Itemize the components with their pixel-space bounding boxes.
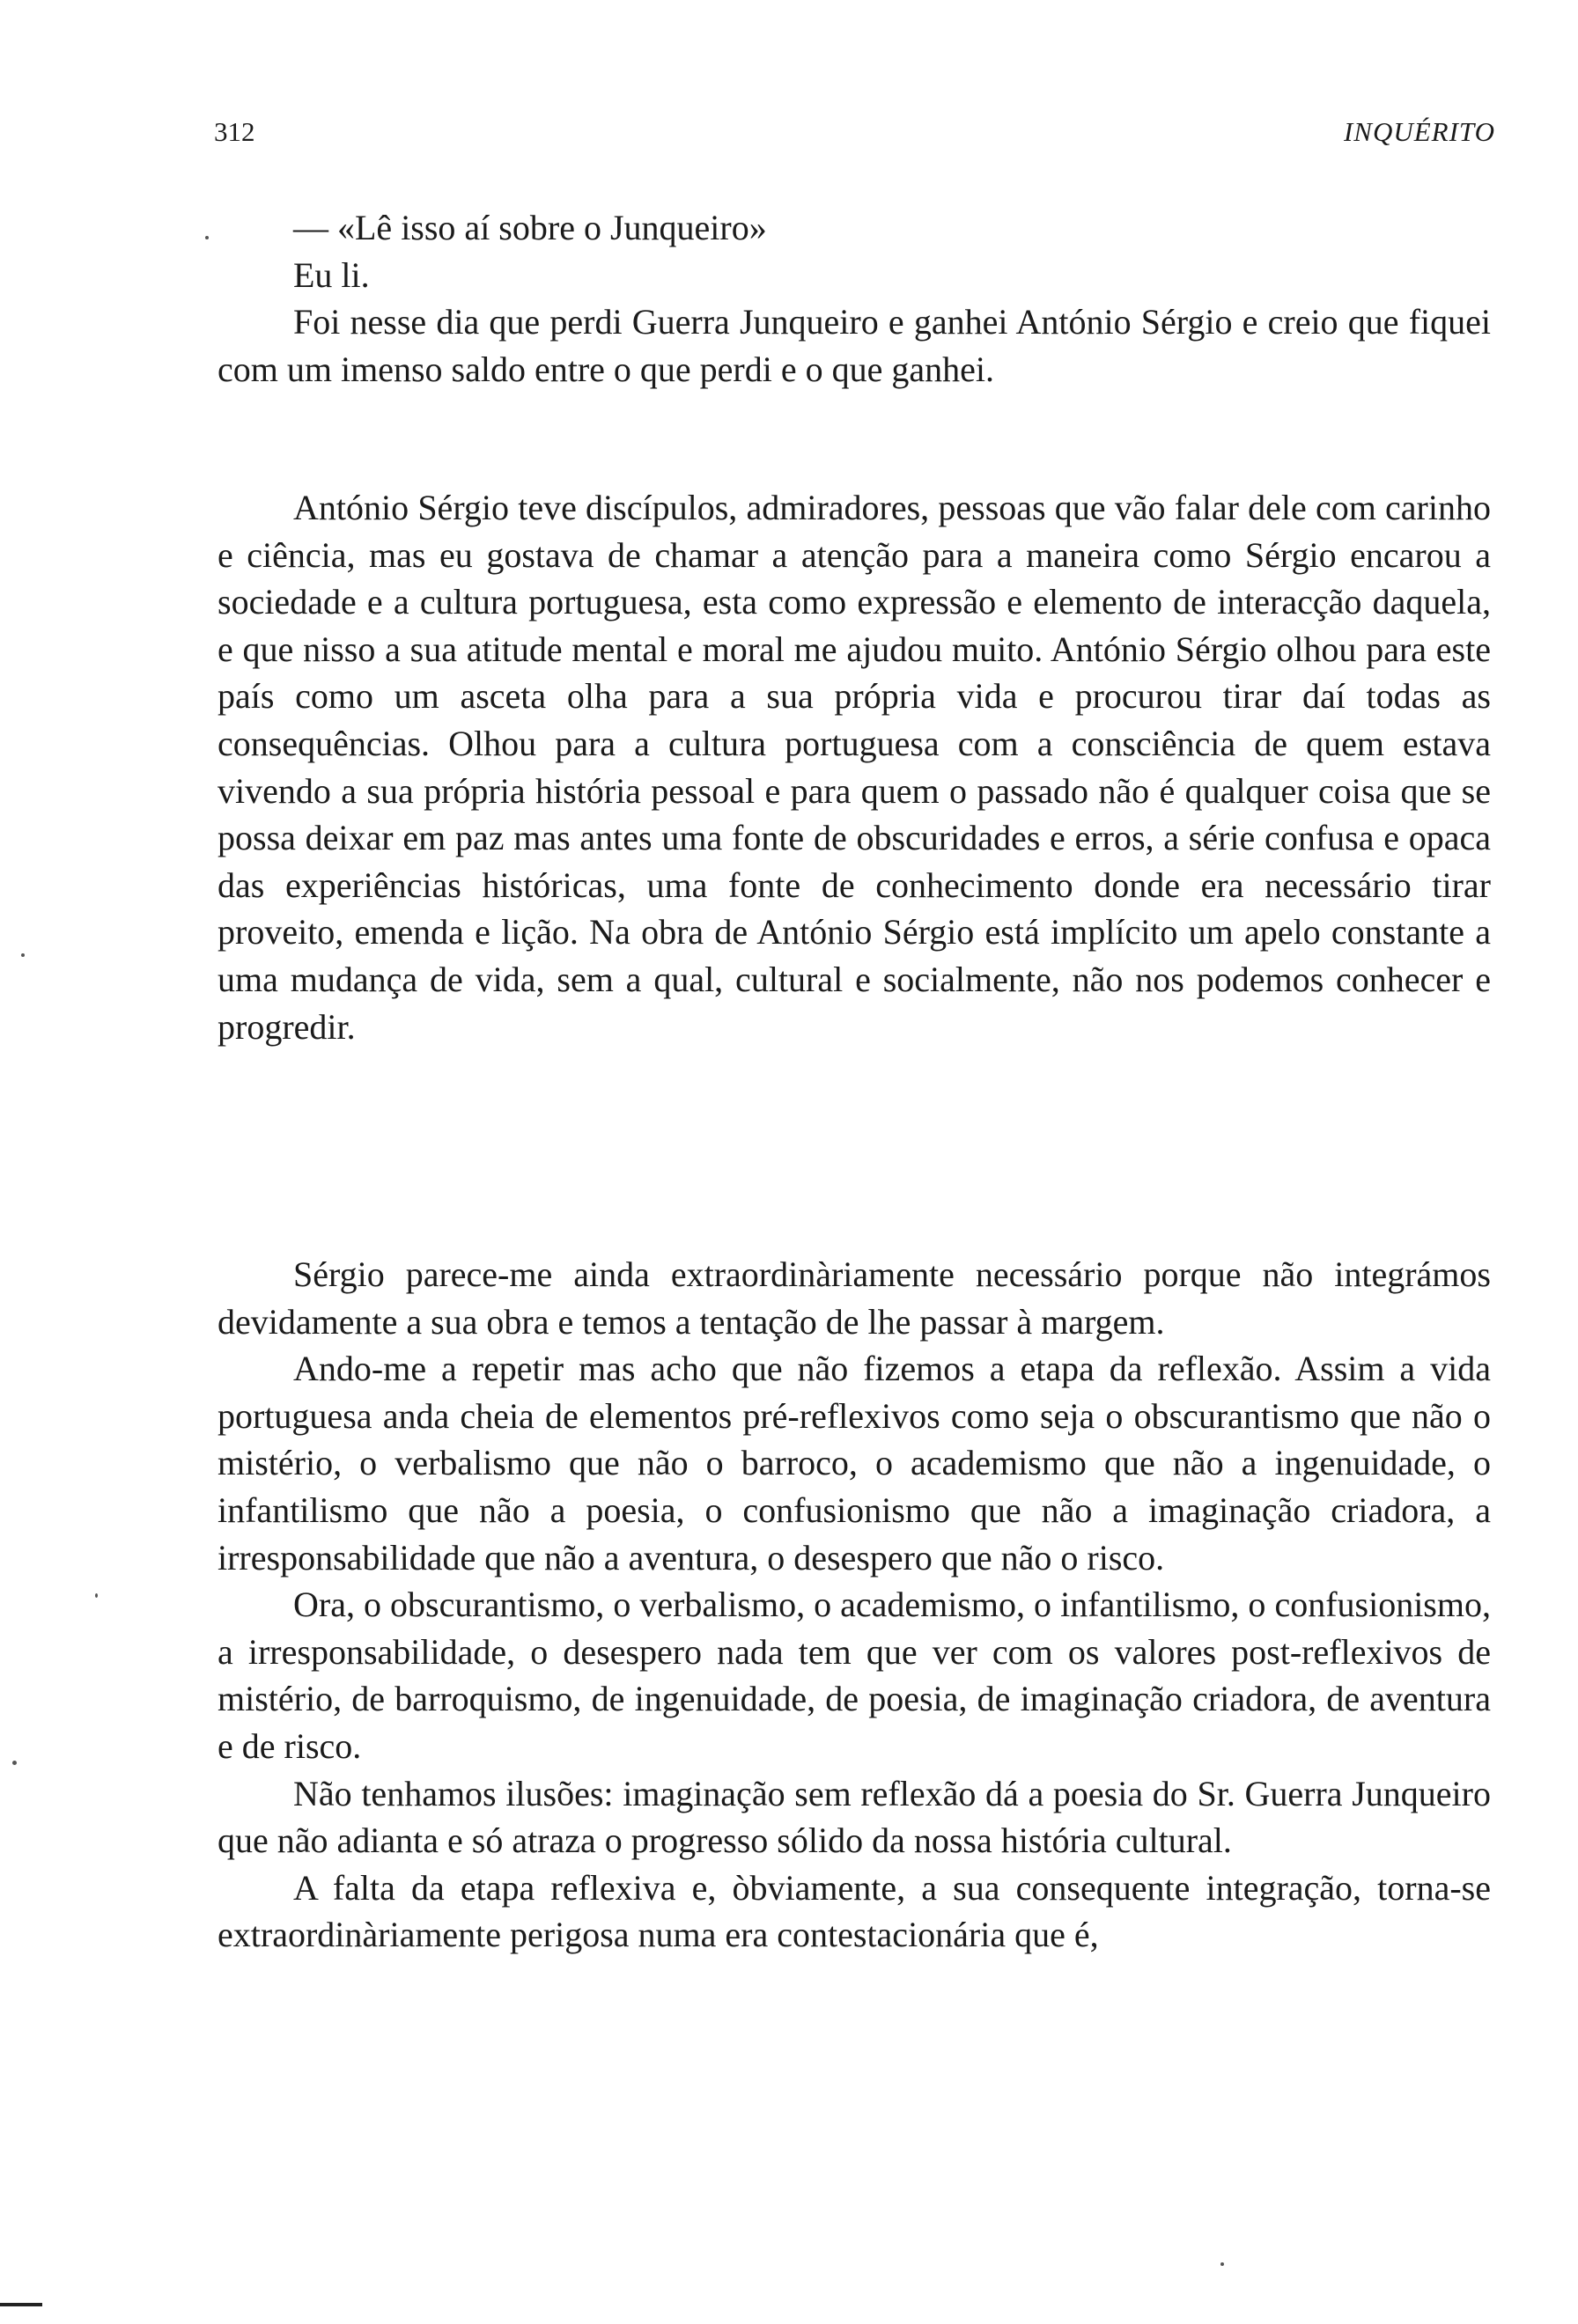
scan-speck xyxy=(12,1761,17,1765)
paragraph-junqueiro: Foi nesse dia que perdi Guerra Junqueiro e ganhei António Sérgio e creio que fiquei com um imenso saldo entre o que perdi e o que ganhei. xyxy=(218,302,1491,389)
running-head xyxy=(214,116,1495,151)
paragraph-obscurantismo: Ora, o obscurantismo, o verbalismo, o academismo, o infantilismo, o confusionismo, a irresponsabilidade, o desespero nada tem que ver com os valores post-reflexivos de mistério, de barroquismo, de ingenuidade, de poesia, de imaginação criadora, de aventura e de risco. xyxy=(218,1585,1491,1766)
scan-speck xyxy=(95,1593,98,1598)
section-title: INQUÉRITO xyxy=(1343,116,1495,147)
scan-edge-mark xyxy=(0,2303,42,2306)
text-block-opening xyxy=(218,204,1491,393)
text-block-sergio xyxy=(218,484,1491,1050)
scan-speck xyxy=(205,236,209,239)
paragraph-etapa-reflexao: Ando-me a repetir mas acho que não fizemos a etapa da reflexão. Assim a vida portuguesa anda cheia de elementos pré-reflexivos como seja o obscurantismo que não o mistério, o verbalismo que não o barroco, o academismo que não a ingenuidade, o infantilismo que não a poesia, o confusionismo que não a imaginação criadora, a irresponsabilidade que não a aventura, o desespero que não o risco. xyxy=(218,1349,1491,1578)
paragraph-ilusoes: Não tenhamos ilusões: imaginação sem reflexão dá a poesia do Sr. Guerra Junqueiro que não adianta e só atraza o progresso sólido da nossa história cultural. xyxy=(218,1773,1491,1861)
paragraph-falta-etapa: A falta da etapa reflexiva e, òbviamente, a sua consequente integração, torna-se extraordinàriamente perigosa numa era contestacionária que é, xyxy=(218,1867,1491,1955)
text-block-reflexao xyxy=(218,1251,1491,1959)
scan-speck xyxy=(21,953,25,957)
paragraph-eu-li: Eu li. xyxy=(293,254,370,295)
paragraph-sergio-discipulos: António Sérgio teve discípulos, admiradores, pessoas que vão falar dele com carinho e ciência, mas eu gostava de chamar a atenção para a maneira como Sérgio encarou a sociedade e a cultura portuguesa, esta como expressão e elemento de interacção daquela, e que nisso a sua atitude mental e moral me ajudou muito. António Sérgio olhou para este país como um asceta olha para a sua própria vida e procurou tirar daí todas as consequências. Olhou para a cultura portuguesa com a consciência de quem estava vivendo a sua própria história pessoal e para quem o passado não é qualquer coisa que se possa deixar em paz mas antes uma fonte de obscuridades e erros, a série confusa e opaca das experiências históricas, uma fonte de conhecimento donde era necessário tirar proveito, emenda e lição. Na obra de António Sérgio está implícito um apelo constante a uma mudança de vida, sem a qual, cultural e socialmente, não nos podemos conhecer e progredir. xyxy=(218,488,1491,1047)
scan-speck xyxy=(1220,2262,1224,2266)
paragraph-quote: — «Lê isso aí sobre o Junqueiro» xyxy=(293,208,767,247)
page-number: 312 xyxy=(214,116,255,147)
paragraph-sergio-necessario: Sérgio parece-me ainda extraordinàriamente necessário porque não integrámos devidamente a sua obra e temos a tentação de lhe passar à margem. xyxy=(218,1254,1491,1342)
